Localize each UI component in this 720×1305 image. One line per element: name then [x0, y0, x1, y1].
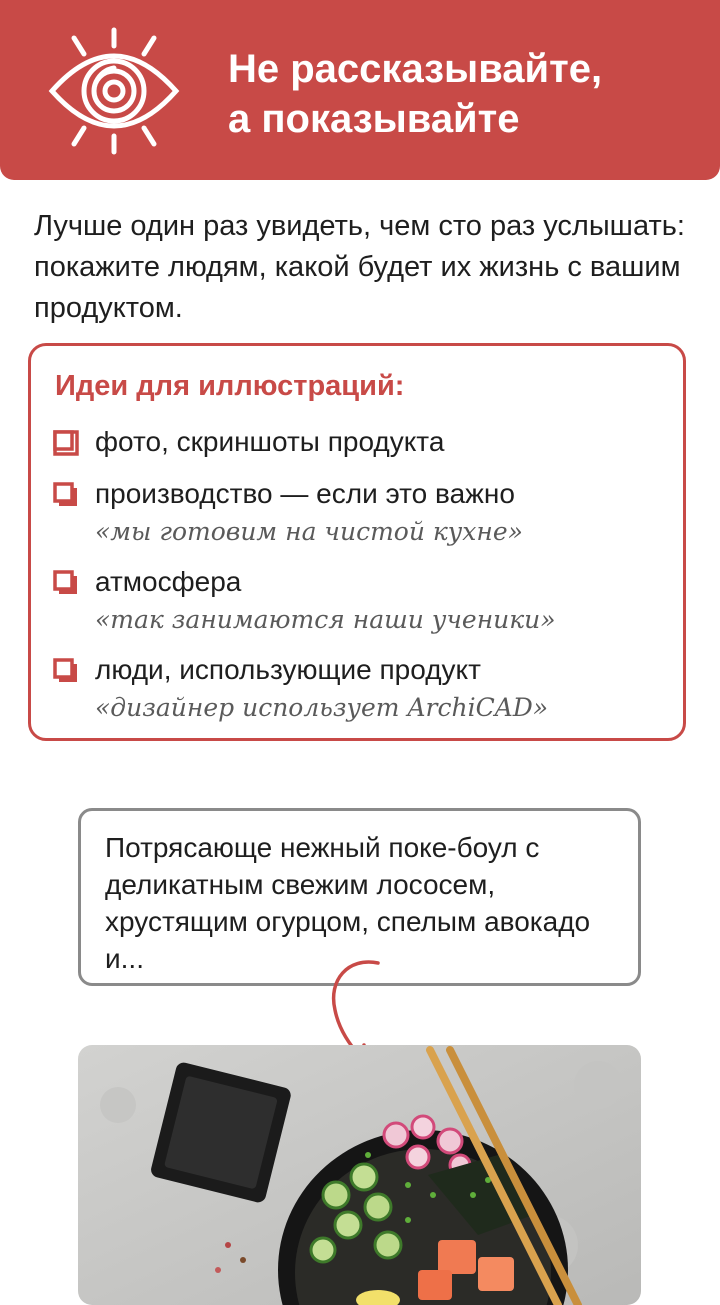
- idea-quote: «так занимаются наши ученики»: [95, 605, 556, 634]
- checkbox-icon: [53, 658, 79, 684]
- bubble-text: Потрясающе нежный поке-боул с деликатным свежим лососем, хрустящим огурцом, спелым авокадо и...: [105, 832, 591, 974]
- idea-quote: «мы готовим на чистой кухне»: [95, 517, 523, 546]
- idea-text: люди, использующие продукт: [95, 654, 481, 685]
- intro-text: Лучше один раз увидеть, чем сто раз услышать: покажите людям, какой будет их жизнь с вашим продуктом.: [34, 210, 685, 324]
- ideas-title: Идеи для иллюстраций:: [55, 370, 405, 402]
- idea-text: атмосфера: [95, 566, 242, 597]
- checkbox-icon: [53, 430, 79, 456]
- checkbox-icon: [53, 482, 79, 508]
- idea-text: фото, скриншоты продукта: [95, 426, 445, 457]
- ideas-box: [28, 343, 686, 741]
- title-line-2: а показывайте: [228, 97, 520, 141]
- page-title: [228, 44, 698, 144]
- idea-text: производство — если это важно: [95, 478, 515, 509]
- idea-quote: «дизайнер использует ArchiCAD»: [95, 693, 549, 722]
- poke-bowl-photo: [78, 1045, 641, 1305]
- title-line-1: Не рассказывайте,: [228, 47, 603, 91]
- header-banner: [0, 0, 720, 180]
- checkbox-icon: [53, 570, 79, 596]
- eye-icon: [44, 26, 184, 156]
